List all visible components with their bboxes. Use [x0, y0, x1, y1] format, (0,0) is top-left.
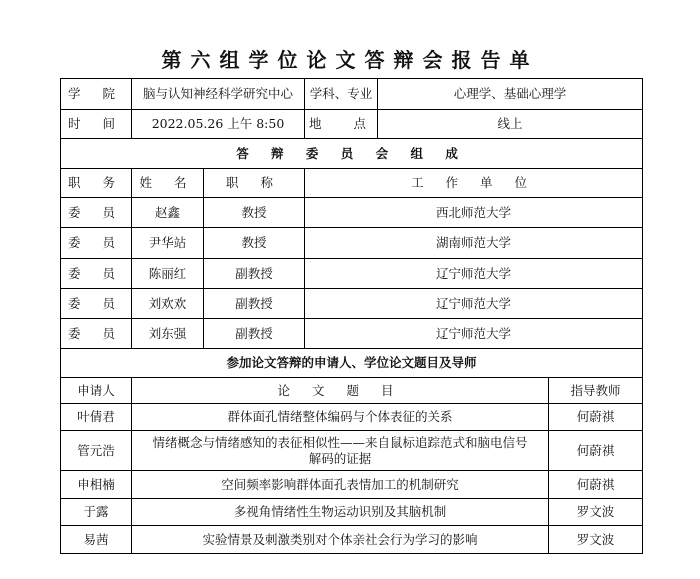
member-rank: 副教授 — [204, 319, 305, 349]
member-role: 委 员 — [61, 228, 132, 259]
info-row-time — [61, 110, 643, 139]
member-role: 委 员 — [61, 289, 132, 319]
thesis-advisor: 罗文波 — [549, 526, 643, 554]
thesis-applicant: 叶倩君 — [61, 404, 132, 431]
header-advisor: 指导教师 — [549, 378, 643, 404]
committee-header-row — [61, 169, 643, 198]
college-label: 学 院 — [61, 79, 132, 110]
major-value: 心理学、基础心理学 — [378, 79, 643, 110]
header-rank: 职 称 — [204, 169, 305, 198]
member-rank: 副教授 — [204, 259, 305, 289]
committee-section-title: 答 辩 委 员 会 组 成 — [61, 139, 643, 169]
thesis-row — [61, 526, 643, 554]
member-role: 委 员 — [61, 259, 132, 289]
theses-section-row — [61, 349, 643, 378]
thesis-applicant: 于露 — [61, 499, 132, 526]
member-unit: 辽宁师范大学 — [305, 319, 643, 349]
header-applicant: 申请人 — [61, 378, 132, 404]
page-title: 第六组学位论文答辩会报告单 — [161, 48, 539, 72]
thesis-applicant: 易茜 — [61, 526, 132, 554]
thesis-topic: 群体面孔情绪整体编码与个体表征的关系 — [132, 404, 549, 431]
time-label: 时 间 — [61, 110, 132, 139]
member-unit: 西北师范大学 — [305, 198, 643, 228]
report-table — [60, 78, 643, 554]
header-role: 职 务 — [61, 169, 132, 198]
committee-member-row — [61, 198, 643, 228]
thesis-row — [61, 471, 643, 499]
thesis-applicant: 管元浩 — [61, 431, 132, 471]
member-role: 委 员 — [61, 319, 132, 349]
member-name: 刘东强 — [132, 319, 204, 349]
header-topic: 论 文 题 目 — [132, 378, 549, 404]
theses-header-row — [61, 378, 643, 404]
member-unit: 辽宁师范大学 — [305, 259, 643, 289]
member-role: 委 员 — [61, 198, 132, 228]
place-label: 地 点 — [305, 110, 378, 139]
thesis-topic: 空间频率影响群体面孔表情加工的机制研究 — [132, 471, 549, 499]
member-name: 陈丽红 — [132, 259, 204, 289]
committee-member-row — [61, 228, 643, 259]
theses-section-title: 参加论文答辩的申请人、学位论文题目及导师 — [61, 349, 643, 378]
member-unit: 湖南师范大学 — [305, 228, 643, 259]
committee-section-row — [61, 139, 643, 169]
info-row-college — [61, 79, 643, 110]
major-label: 学科、专业 — [305, 79, 378, 110]
time-value: 2022.05.26 上午 8:50 — [132, 110, 305, 139]
thesis-row — [61, 499, 643, 526]
member-name: 尹华站 — [132, 228, 204, 259]
committee-member-row — [61, 319, 643, 349]
thesis-advisor: 何蔚祺 — [549, 404, 643, 431]
thesis-advisor: 罗文波 — [549, 499, 643, 526]
thesis-topic: 情绪概念与情绪感知的表征相似性——来自鼠标追踪范式和脑电信号解码的证据 — [132, 431, 549, 471]
member-unit: 辽宁师范大学 — [305, 289, 643, 319]
thesis-topic: 多视角情绪性生物运动识别及其脑机制 — [132, 499, 549, 526]
college-value: 脑与认知神经科学研究中心 — [132, 79, 305, 110]
member-rank: 副教授 — [204, 289, 305, 319]
thesis-advisor: 何蔚祺 — [549, 431, 643, 471]
header-unit: 工 作 单 位 — [305, 169, 643, 198]
place-value: 线上 — [378, 110, 643, 139]
header-name: 姓 名 — [132, 169, 204, 198]
committee-member-row — [61, 259, 643, 289]
thesis-topic: 实验情景及刺激类别对个体亲社会行为学习的影响 — [132, 526, 549, 554]
member-name: 赵鑫 — [132, 198, 204, 228]
committee-member-row — [61, 289, 643, 319]
member-rank: 教授 — [204, 228, 305, 259]
thesis-row — [61, 431, 643, 471]
thesis-row — [61, 404, 643, 431]
thesis-advisor: 何蔚祺 — [549, 471, 643, 499]
member-name: 刘欢欢 — [132, 289, 204, 319]
thesis-applicant: 申相楠 — [61, 471, 132, 499]
member-rank: 教授 — [204, 198, 305, 228]
